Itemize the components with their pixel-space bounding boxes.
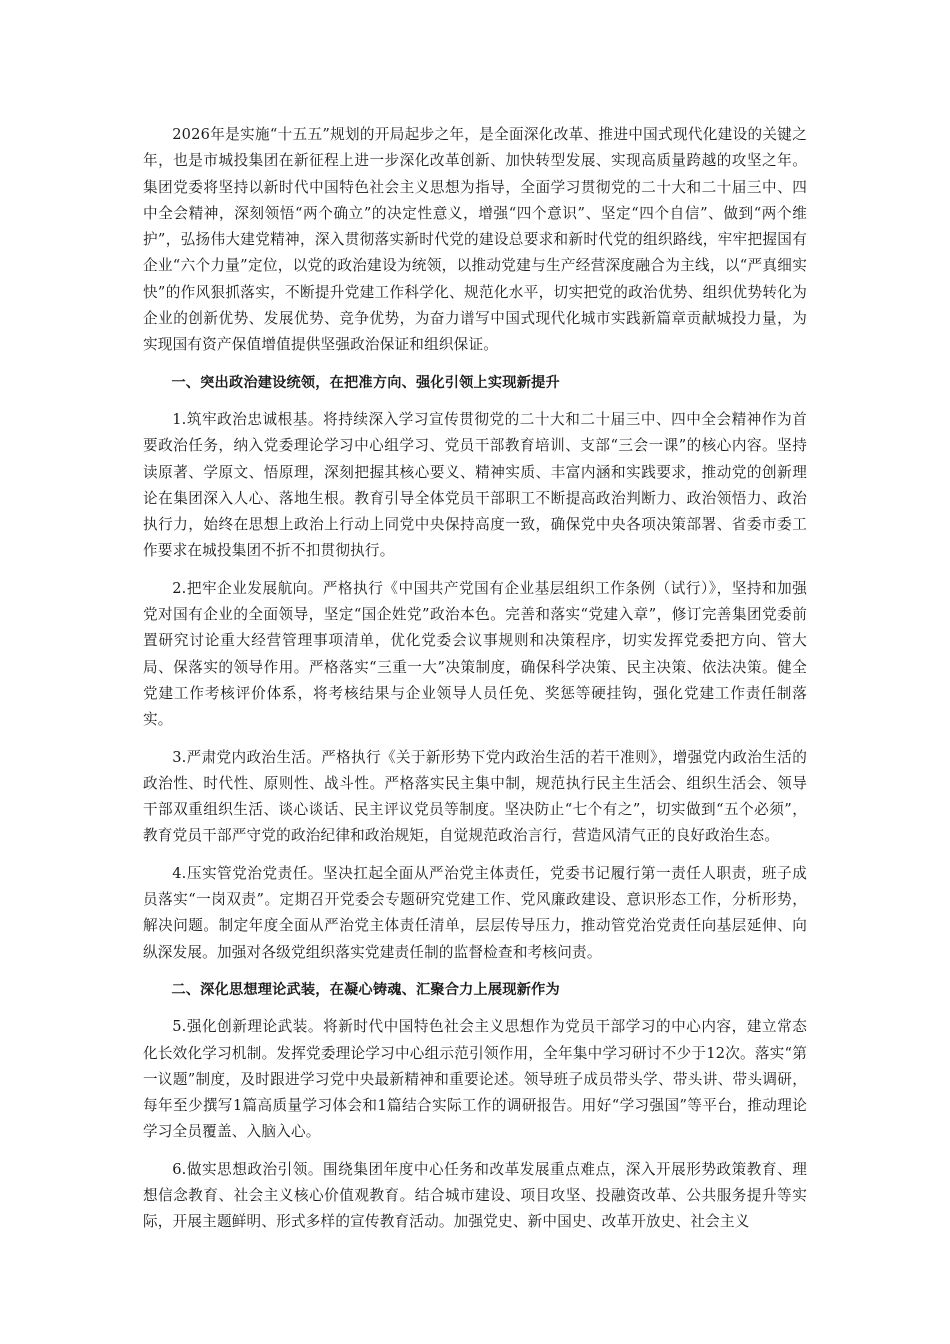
- item-paragraph-2: 2.把牢企业发展航向。严格执行《中国共产党国有企业基层组织工作条例（试行）》，坚持和加强党对国有企业的全面领导，坚定“国企姓党”政治本色。完善和落实“党建入章”，修订完善集团党委前置研究讨论重大经营管理事项清单，优化党委会议事规则和决策程序，切实发挥党委把方向、管大局、保落实的领导作用。严格落实“三重一大”决策制度，确保科学决策、民主决策、依法决策。健全党建工作考核评价体系，将考核结果与企业领导人员任免、奖惩等硬挂钩，强化党建工作责任制落实。: [143, 579, 807, 729]
- item-paragraph-3: 3.严肃党内政治生活。严格执行《关于新形势下党内政治生活的若干准则》，增强党内政治生活的政治性、时代性、原则性、战斗性。严格落实民主集中制，规范执行民主生活会、组织生活会、领导干部双重组织生活、谈心谈话、民主评议党员等制度。坚决防止“七个有之”，切实做到“五个必须”，教育党员干部严守党的政治纪律和政治规矩，自觉规范政治言行，营造风清气正的良好政治生态。: [143, 748, 807, 845]
- item-paragraph-5: 5.强化创新理论武装。将新时代中国特色社会主义思想作为党员干部学习的中心内容，建立常态化长效化学习机制。发挥党委理论学习中心组示范引领作用，全年集中学习研讨不少于12次。落实“第一议题”制度，及时跟进学习党中央最新精神和重要论述。领导班子成员带头学、带头讲、带头调研，每年至少撰写1篇高质量学习体会和1篇结合实际工作的调研报告。用好“学习强国”等平台，推动理论学习全员覆盖、入脑入心。: [143, 1018, 807, 1141]
- item-paragraph-1: 1.筑牢政治忠诚根基。将持续深入学习宣传贯彻党的二十大和二十届三中、四中全会精神作为首要政治任务，纳入党委理论学习中心组学习、党员干部教育培训、支部“三会一课”的核心内容。坚持读原著、学原文、悟原理，深刻把握其核心要义、精神实质、丰富内涵和实践要求，推动党的创新理论在集团深入人心、落地生根。教育引导全体党员干部职工不断提高政治判断力、政治领悟力、政治执行力，始终在思想上政治上行动上同党中央保持高度一致，确保党中央各项决策部署、省委市委工作要求在城投集团不折不扣贯彻执行。: [143, 410, 807, 560]
- section-heading-1: 一、突出政治建设统领，在把准方向、强化引领上实现新提升: [171, 374, 560, 391]
- intro-paragraph: 2026年是实施“十五五”规划的开局起步之年，是全面深化改革、推进中国式现代化建设的关键之年，也是市城投集团在新征程上进一步深化改革创新、加快转型发展、实现高质量跨越的攻坚之年。集团党委将坚持以新时代中国特色社会主义思想为指导，全面学习贯彻党的二十大和二十届三中、四中全会精神，深刻领悟“两个确立”的决定性意义，增强“四个意识”、坚定“四个自信”、做到“两个维护”，弘扬伟大建党精神，深入贯彻落实新时代党的建设总要求和新时代党的组织路线，牢牢把握国有企业“六个力量”定位，以党的政治建设为统领，以推动党建与生产经营深度融合为主线，以“严真细实快”的作风狠抓落实，不断提升党建工作科学化、规范化水平，切实把党的政治优势、组织优势转化为企业的创新优势、发展优势、竞争优势，为奋力谱写中国式现代化城市实践新篇章贡献城投力量，为实现国有资产保值增值提供坚强政治保证和组织保证。: [143, 126, 807, 354]
- item-paragraph-6: 6.做实思想政治引领。围绕集团年度中心任务和改革发展重点难点，深入开展形势政策教育、理想信念教育、社会主义核心价值观教育。结合城市建设、项目攻坚、投融资改革、公共服务提升等实际，开展主题鲜明、形式多样的宣传教育活动。加强党史、新中国史、改革开放史、社会主义: [143, 1160, 807, 1231]
- item-paragraph-4: 4.压实管党治党责任。坚决扛起全面从严治党主体责任，党委书记履行第一责任人职责，班子成员落实“一岗双责”。定期召开党委会专题研究党建工作、党风廉政建设、意识形态工作，分析形势，解决问题。制定年度全面从严治党主体责任清单，层层传导压力，推动管党治党责任向基层延伸、向纵深发展。加强对各级党组织落实党建责任制的监督检查和考核问责。: [143, 864, 807, 961]
- section-heading-2: 二、深化思想理论武装，在凝心铸魂、汇聚合力上展现新作为: [171, 981, 560, 998]
- document-body: [143, 122, 807, 1247]
